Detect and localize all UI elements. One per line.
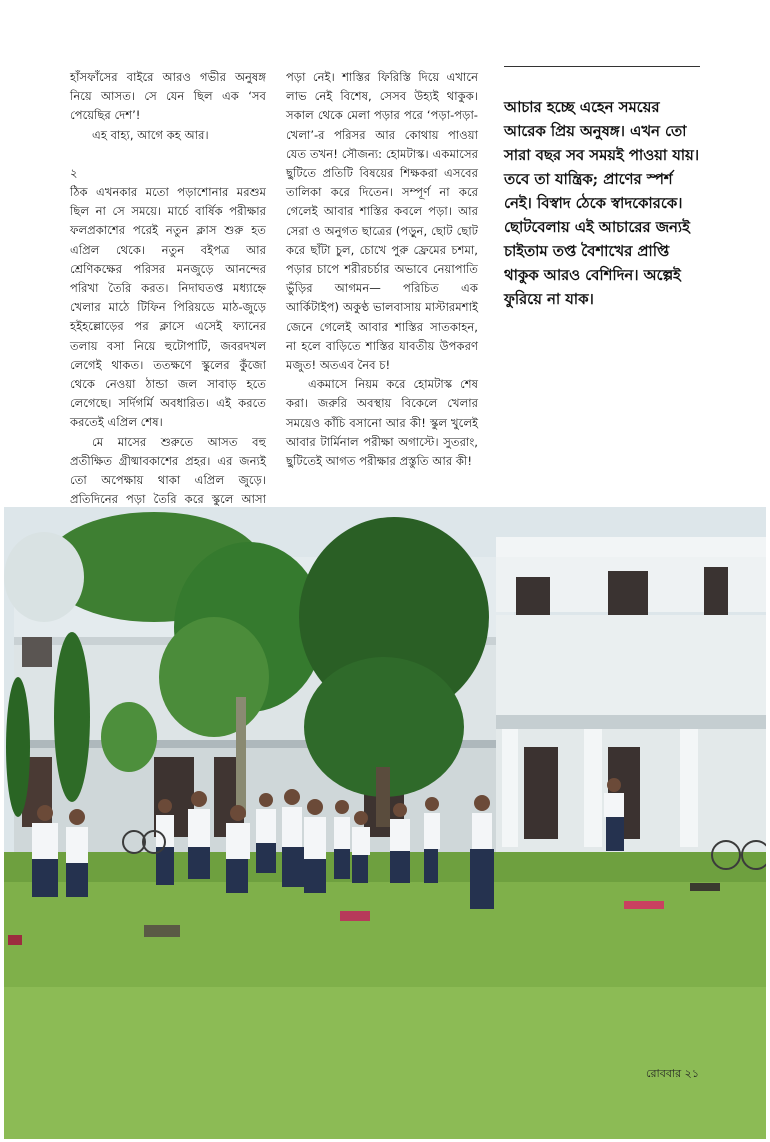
pull-quote: আচার হচ্ছে এহেন সময়ের আরেক প্রিয় অনুষঙ্গ। এখন তো সারা বছর সব সময়ই পাওয়া যায়। তবে তা যান্ত্রিক; প্রাণের স্পর্শ নেই। বিস্বাদ ঠেকে স্বাদকোরকে। ছোটবেলায় এই আচারের জন্যই চাইতাম তপ্ত বৈশাখের প্রাপ্তি থাকুক আরও বেশিদিন। অল্পেই ফুরিয়ে না যাক।	[504, 99, 700, 308]
page-folio: রোববার ২১	[646, 1067, 699, 1080]
body-paragraph: মে মাসের শুরুতে আসত বহু প্রতীক্ষিত গ্রীষ্মাবকাশের প্রহর। এর জন্যই তো অপেক্ষায় থাকা এপ্রিল জুড়ে। প্রতিদিনের পড়া তৈরি করে স্কুলে আসা	[70, 434, 266, 507]
body-paragraph: একমাসে নিয়ম করে হোমটাস্ক শেষ করা। জরুরি অবস্থায় বিকেলে খেলার সময়েও কাঁচি বসানো আর কী! স্কুল খুলেই আবার টার্মিনাল পরীক্ষা অগাস্টে। সুতরাং, ছুটিতেই আগত পরীক্ষার প্রস্তুতি আর কী!	[286, 377, 478, 469]
article-column-1	[70, 68, 266, 529]
school-yard-photo	[4, 507, 766, 1139]
body-paragraph: হাঁসফাঁসের বাইরে আরও গভীর অনুষঙ্গ নিয়ে আসত। সে যেন ছিল এক ‘সব পেয়েছির দেশ’!	[70, 70, 266, 123]
pull-quote-rule	[504, 66, 700, 67]
section-number: ২	[70, 165, 78, 180]
body-paragraph: ঠিক এখনকার মতো পড়াশোনার মরশুম ছিল না সে সময়ে। মার্চে বার্ষিক পরীক্ষার ফলপ্রকাশের পরেই নতুন ক্লাস শুরু হত এপ্রিল থেকে। নতুন বইপত্র আর শ্রেণিকক্ষের পরিসর মনজুড়ে আনন্দের পরিখা তৈরি করত। নিদাঘতপ্ত মধ্যাহ্নে খেলার মাঠে টিফিন পিরিয়ডে মাঠ-জুড়ে হইহল্লোড়ের পর ক্লাসে এসেই ফ্যানের তলায় বসা নিয়ে হুটোপাটি, জবরদখল লেগেই থাকত। ততক্ষণে স্কুলের কুঁজো থেকে নেওয়া ঠান্ডা জল সাবাড় হতে লেগেছে। সর্দিগর্মি অবধারিত। এই করতে করতেই এপ্রিল শেষ।	[70, 185, 266, 430]
body-paragraph: পড়া নেই। শাস্তির ফিরিস্তি দিয়ে এখানে লাভ নেই বিশেষ, সেসব উহ্যই থাকুক। সকাল থেকে মেলা পড়ার পরে ‘পড়া-পড়া-খেলা’-র পরিসর আর কোথায় পাওয়া যেত তখন! সৌজন্য: হোমটাস্ক। একমাসের ছুটিতে প্রতিটি বিষয়ের শিক্ষকরা এসবের তালিকা করে দিতেন। সম্পূর্ণ না করে গেলেই আবার শাস্তির কবলে পড়া। আর সেরা ও অনুগত ছাত্রের (পড়ুন, ছোট ছোট করে ছাঁটা চুল, চোখে পুরু ফ্রেমের চশমা, পড়ার চাপে শরীরচর্চার অভাবে নেয়াপাতি ভুঁড়ির আগমন— পরিচিত এক আর্কিটাইপ) অকুণ্ঠ ভালবাসায় মাস্টারমশাই জেনে গেলেই আবার শাস্তির সাতকাহন, না হলে বাড়িতে শাস্তির যাবতীয় উপকরণ মজুত! অতএব নৈব চ!	[286, 70, 478, 373]
article-column-2	[286, 68, 478, 471]
body-paragraph: এহ বাহ্য, আগে কহ আর।	[92, 127, 209, 142]
